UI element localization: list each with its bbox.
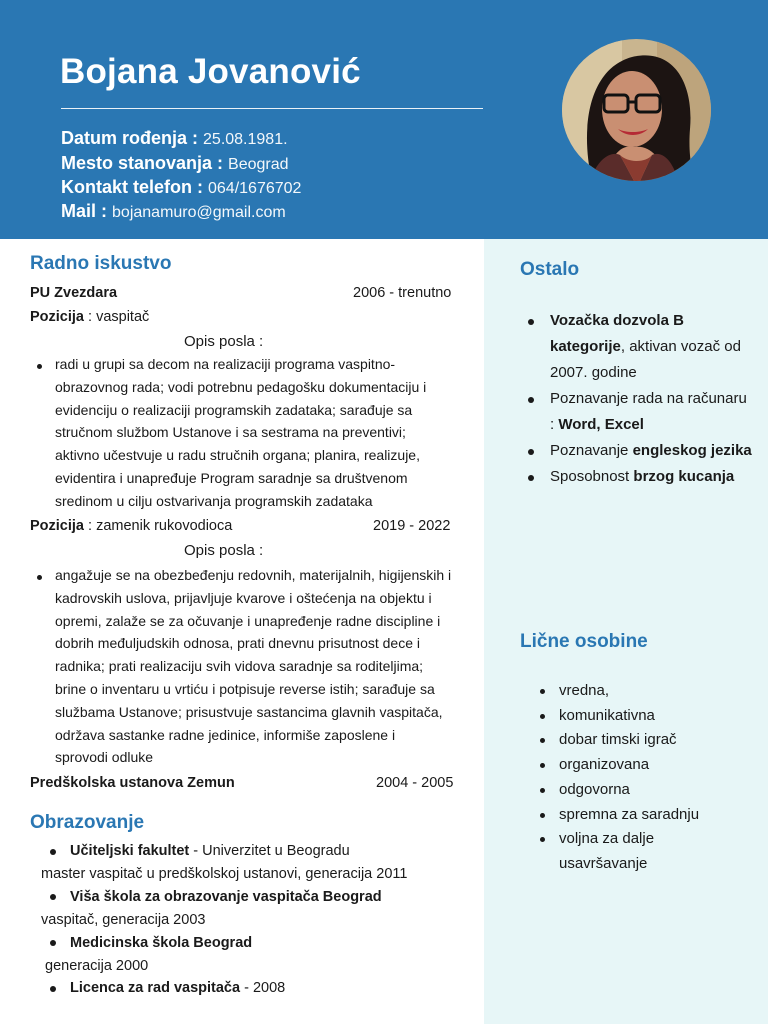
job1-desc-label: Opis posla :	[184, 333, 264, 350]
description-line: sredinom u cilju ostvarivanja programskih zadataka	[55, 492, 373, 509]
description-line: radi u grupi sa decom na realizaciji programa vaspitno-	[55, 356, 396, 372]
dob-line	[61, 128, 288, 149]
description-line: angažuje se na obezbeđenju redovnih, materijalnih, higijenskih i	[55, 567, 452, 583]
edu4-bullet-icon	[50, 986, 56, 992]
phone-line	[61, 177, 301, 198]
trait-item: vredna,	[559, 679, 739, 704]
edu1-title-line	[70, 843, 350, 859]
traits-list	[559, 679, 739, 877]
phone-value: 064/1676702	[208, 180, 302, 197]
other-item-text: , aktivan vozač od 2007. godine	[550, 338, 741, 381]
experience-heading: Radno iskustvo	[30, 253, 172, 274]
job2-desc-label: Opis posla :	[184, 542, 264, 559]
description-line: opremi, zalaže se za očuvanje i unapređenje radne discipline i	[55, 612, 441, 629]
other-list-item	[550, 386, 755, 438]
description-line: službama Ustanove; prisustvuje sastancima glavnih vaspitača,	[55, 703, 443, 720]
job1-employer: PU Zvezdara	[30, 285, 118, 301]
description-line: evidenciju o realizaciji programskih zadataka; sarađuje sa	[55, 401, 413, 418]
description-line: radnika; prati realizaciju svih vidova saradnje sa roditeljima;	[55, 658, 424, 675]
edu2-title-line	[70, 889, 382, 905]
job2-position-label: Pozicija	[30, 518, 84, 534]
city-line	[61, 153, 289, 174]
edu3-title-line	[70, 935, 252, 951]
job2-position	[30, 518, 232, 534]
dob-value: 25.08.1981.	[203, 131, 288, 148]
mail-line	[61, 201, 286, 222]
mail-label: Mail :	[61, 201, 113, 221]
edu2-bullet-icon	[50, 894, 56, 900]
other-item-text: Vozačka dozvola B kategorije	[550, 312, 684, 355]
sidebar	[484, 239, 768, 1024]
edu2-detail: vaspitač, generacija 2003	[41, 912, 206, 928]
job1-period: 2006 - trenutno	[353, 285, 452, 301]
job3-period: 2004 - 2005	[376, 775, 454, 791]
other-item-text: Poznavanje rada na računaru :	[550, 390, 747, 433]
edu4-title: Licenca za rad vaspitača	[70, 980, 241, 996]
education-heading: Obrazovanje	[30, 812, 145, 833]
other-item-text: Word, Excel	[558, 416, 644, 433]
mail-value: bojanamuro@gmail.com	[112, 204, 286, 221]
other-item-text: Poznavanje	[550, 442, 633, 459]
description-line: obrazovnog rada; vodi potrebnu pedagošku dokumentaciju i	[55, 378, 427, 395]
description-line: sprovodi odluke	[55, 749, 154, 766]
trait-item: voljna za dalje usavršavanje	[559, 827, 739, 876]
job3-employer: Predškolska ustanova Zemun	[30, 775, 235, 791]
description-line: održava sastanke radne jedinice, informiše zaposlene i	[55, 726, 396, 743]
job1-position-value: : vaspitač	[84, 309, 150, 325]
edu2-title: Viša škola za obrazovanje vaspitača Beograd	[70, 889, 382, 905]
job2-position-value: : zamenik rukovodioca	[84, 518, 233, 534]
edu3-detail: generacija 2000	[45, 958, 149, 974]
edu1-bullet-icon	[50, 849, 56, 855]
edu4-suffix: - 2008	[240, 980, 286, 996]
trait-item: komunikativna	[559, 704, 739, 729]
job2-description	[55, 564, 470, 769]
header-banner	[0, 0, 768, 239]
description-line: evidentira i unapređuje Program saradnje sa društvenom	[55, 469, 408, 486]
traits-heading: Lične osobine	[520, 631, 648, 652]
edu3-bullet-icon	[50, 940, 56, 946]
other-list-item	[550, 308, 755, 386]
trait-item: odgovorna	[559, 778, 739, 803]
trait-item: organizovana	[559, 753, 739, 778]
other-item-text: Sposobnost	[550, 468, 634, 485]
phone-label: Kontakt telefon :	[61, 177, 208, 197]
trait-item: dobar timski igrač	[559, 728, 739, 753]
dob-label: Datum rođenja :	[61, 128, 204, 148]
job2-bullet-icon	[37, 575, 42, 580]
other-list-item	[550, 438, 755, 464]
person-name: Bojana Jovanović	[60, 52, 361, 91]
edu1-title: Učiteljski fakultet	[70, 843, 190, 859]
job1-bullet-icon	[37, 364, 42, 369]
other-item-text: engleskog jezika	[632, 442, 752, 459]
edu4-title-line	[70, 980, 285, 996]
description-line: kadrovskih uslova, prijavljuje kvarove i oštećenja na objektu i	[55, 589, 432, 606]
edu3-title: Medicinska škola Beograd	[70, 935, 253, 951]
job1-position	[30, 309, 149, 325]
job2-period: 2019 - 2022	[373, 518, 451, 534]
description-line: stručnom službom Ustanove i sa sestrama na preventivi;	[55, 424, 406, 441]
description-line: dobrih međuljudskih odnosa, prati dnevnu prisutnost dece i	[55, 635, 421, 652]
edu1-detail: master vaspitač u predškolskoj ustanovi, generacija 2011	[41, 866, 408, 882]
city-value: Beograd	[228, 156, 289, 173]
profile-photo	[562, 39, 711, 181]
city-label: Mesto stanovanja :	[61, 153, 229, 173]
other-heading: Ostalo	[520, 259, 580, 280]
edu1-suffix: - Univerzitet u Beogradu	[189, 843, 350, 859]
job1-position-label: Pozicija	[30, 309, 84, 325]
header-divider	[61, 108, 483, 109]
description-line: aktivno učestvuje u radu stručnih organa; planira, realizuje,	[55, 447, 420, 464]
job1-description	[55, 353, 470, 513]
description-line: brine o inventaru u vrtiću i potpisuje reverse istih; sarađuje sa	[55, 680, 435, 697]
other-list-item	[550, 464, 755, 490]
other-list	[550, 308, 755, 490]
trait-item: spremna za saradnju	[559, 803, 739, 828]
other-item-text: brzog kucanja	[633, 468, 735, 485]
